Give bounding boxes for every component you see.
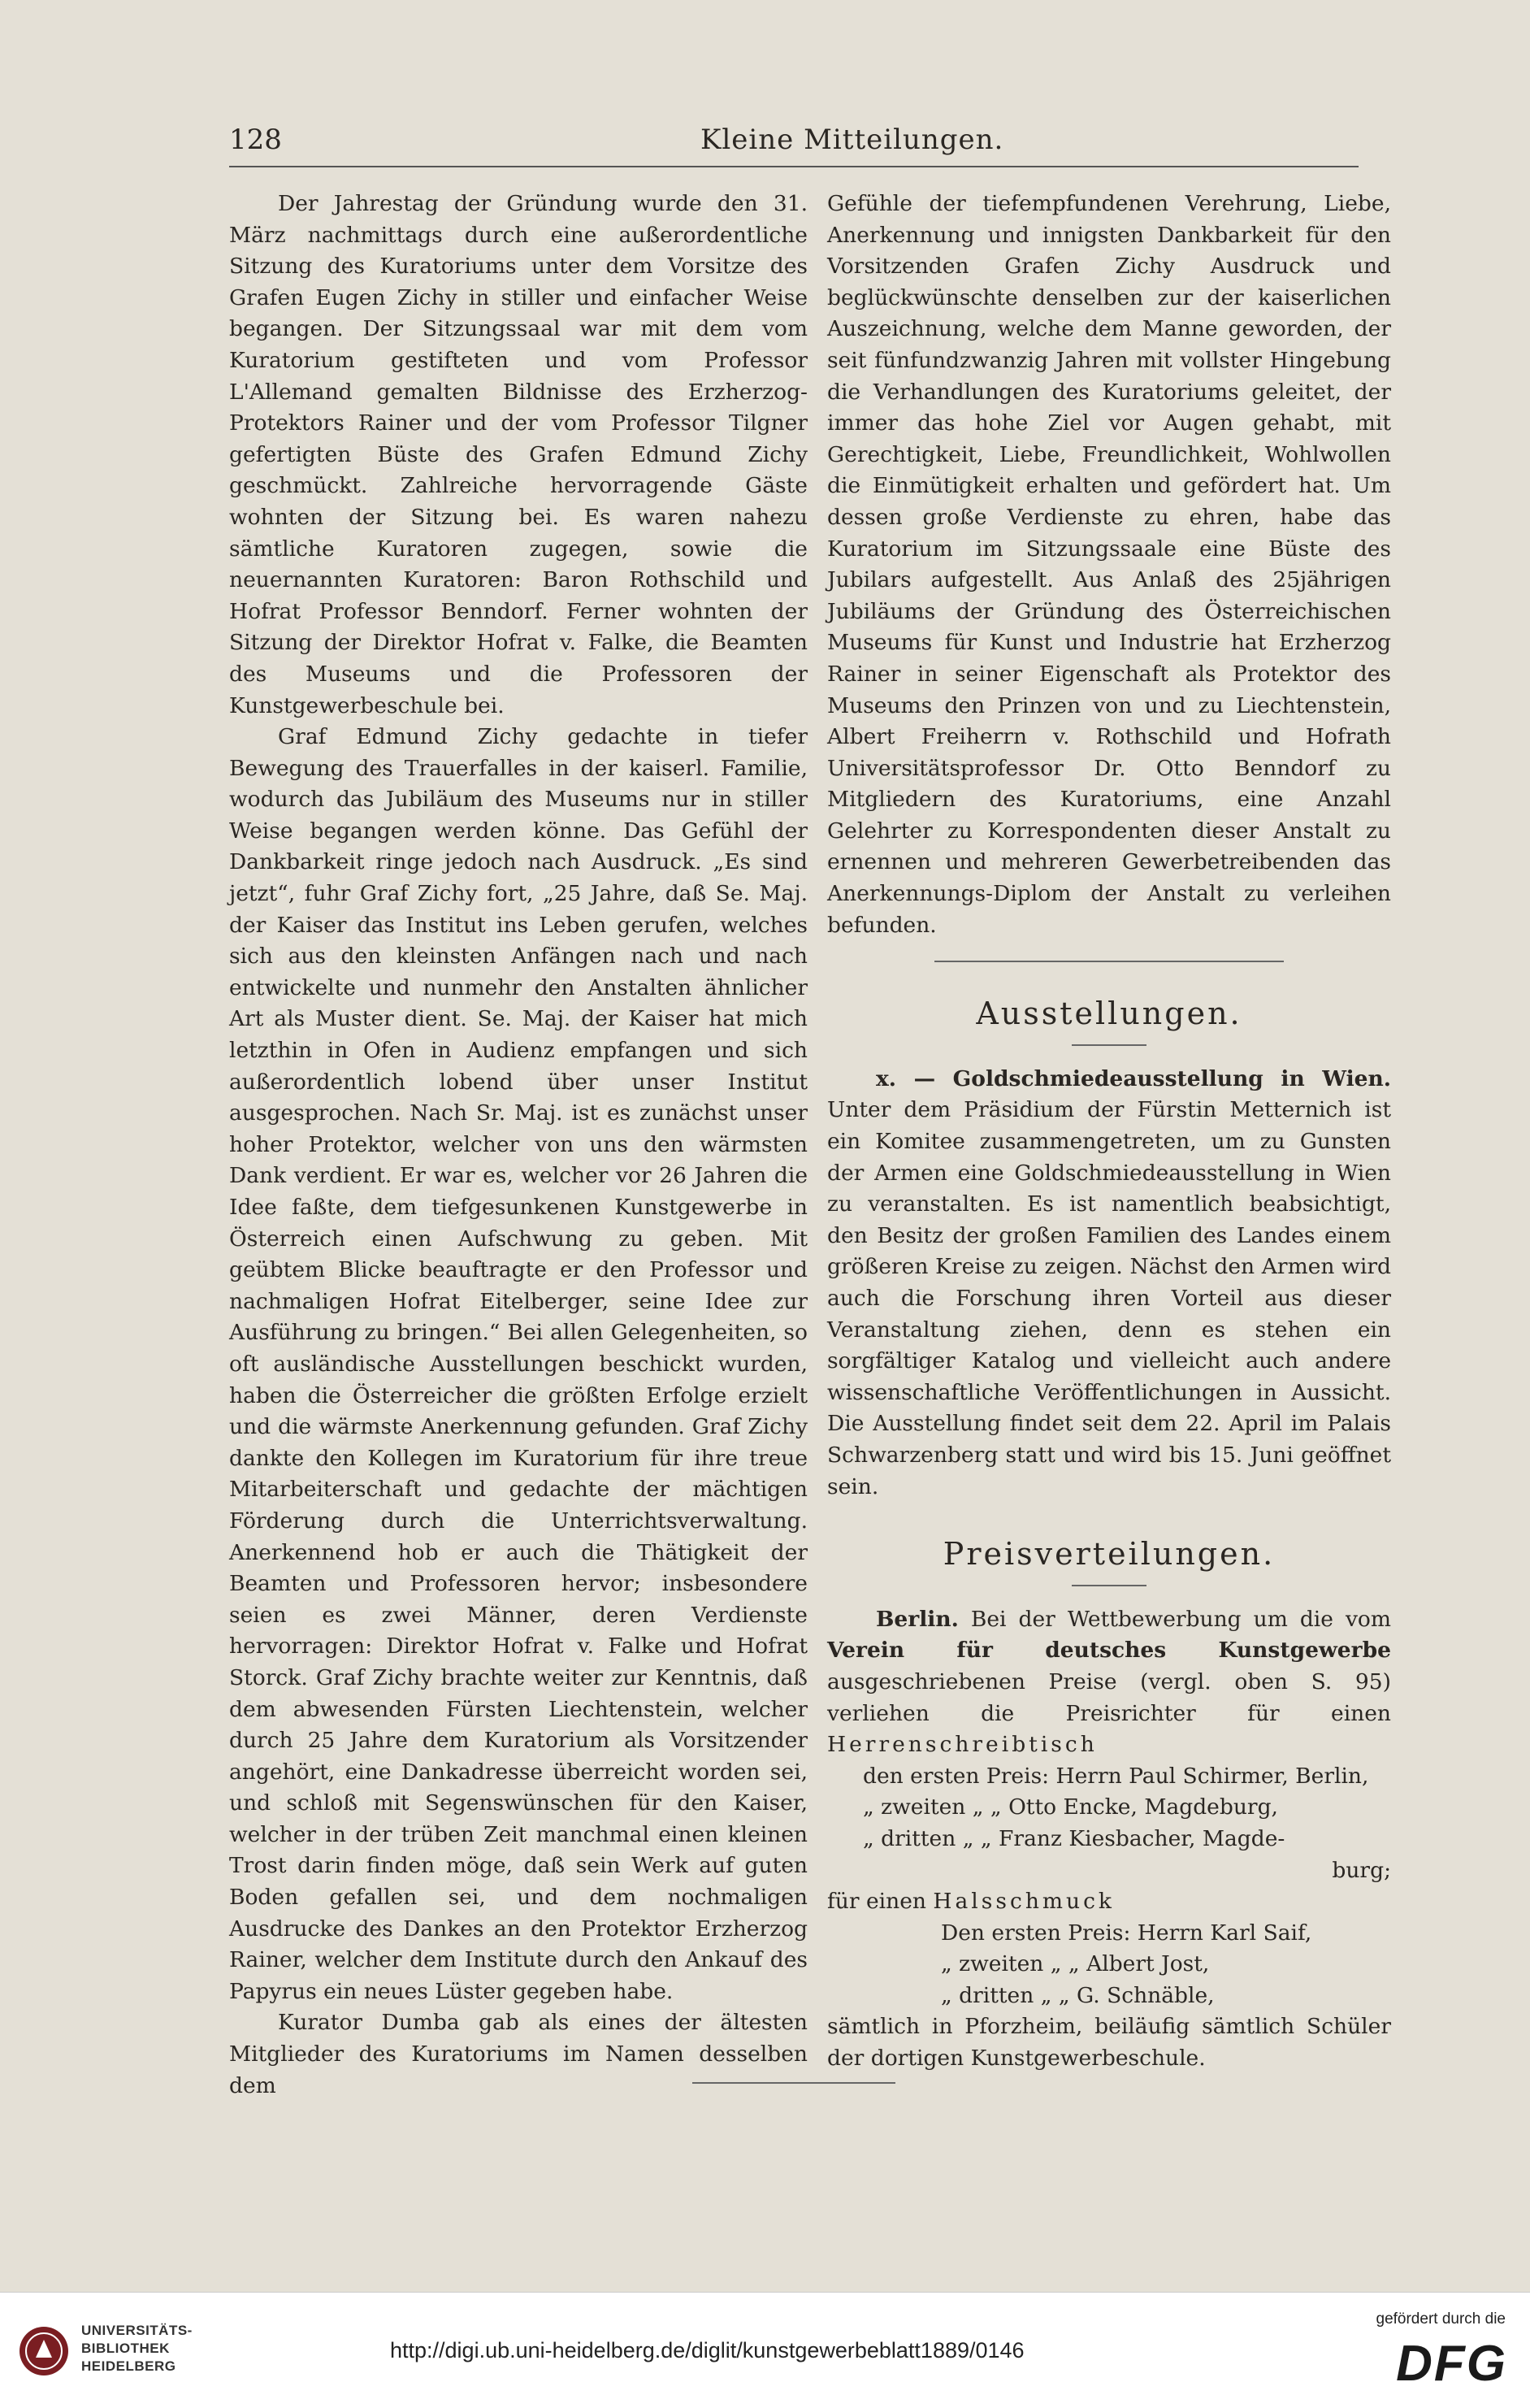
section-heading-preisverteilungen: Preisverteilungen. [943, 1536, 1276, 1573]
org-name: Verein für deutsches Kunstgewerbe [827, 1638, 1391, 1664]
paragraph-anniversary: Der Jahrestag der Gründung wurde den 31. März nachmittags durch eine außerordentliche Sitzung des Kuratoriums unter dem Vorsitze des Grafen Eugen Zichy in stiller und einfacher Weise begangen. Der Sitzungssaal war mit dem vom Kuratorium gestifteten und vom Professor L'Allemand gemalten Bildnisse des Erzherzog-Protektors Rainer und der vom Professor Tilgner gefertigten Büste des Grafen Edmund Zichy geschmückt. Zahlreiche hervorragende Gäste wohnten der Sitzung bei. Es waren nahezu sämtliche Kuratoren zugegen, sowie die neuernannten Kuratoren: Baron Rothschild und Hofrat Professor Benndorf. Ferner wohnten der Sitzung der Direktor Hofrat v. Falke, die Beamten des Museums und die Professoren der Kunstgewerbeschule bei. [229, 191, 808, 718]
text-b: ausgeschriebenen Preise (vergl. oben S. 95) verliehen die Preisrichter für einen [827, 1668, 1391, 1726]
heading-rule [1072, 1585, 1146, 1586]
article-lead: x. — Goldschmiedeausstellung in Wien. [876, 1065, 1391, 1091]
paragraph-berlin [827, 1604, 1391, 1761]
prize-line: Den ersten Preis: Herrn Karl Saif, [941, 1920, 1312, 1946]
running-title: Kleine Mitteilungen. [700, 124, 1004, 156]
page-header [229, 124, 1359, 164]
section-divider [934, 961, 1284, 962]
paragraph-halsschmuck [827, 1886, 1391, 1918]
right-column [827, 189, 1391, 2075]
paragraph-goldschmied [827, 1064, 1391, 1503]
source-url-link[interactable]: http://digi.ub.uni-heidelberg.de/diglit/kunstgewerbeblatt1889/0146 [390, 2338, 1025, 2362]
item-halsschmuck: Halsschmuck [933, 1889, 1115, 1915]
prize-line: „ zweiten „ „ Otto Encke, Magdeburg, [863, 1794, 1278, 1820]
paragraph-closing: sämtlich in Pforzheim, beiläufig sämtlich Schüler der dortigen Kunstgewerbeschule. [827, 2014, 1391, 2072]
item-herrenschreibtisch: Herrenschreibtisch [827, 1732, 1098, 1758]
text-a: Bei der Wettbewerbung um die vom [970, 1606, 1391, 1632]
paragraph-dumba: Kurator Dumba gab als eines der ältesten Mitglieder des Kuratoriums im Namen desselben dem [229, 2010, 808, 2098]
text-c: für einen [827, 1889, 926, 1915]
dfg-logo: DFG [1396, 2336, 1507, 2392]
university-seal-icon [18, 2325, 70, 2377]
paragraph-continuation: Gefühle der tiefempfundenen Verehrung, Liebe, Anerkennung und innigsten Dankbarkeit für den Vorsitzenden Grafen Zichy Ausdruck und beglückwünschte denselben zur der kaiserlichen Auszeichnung, welche dem Manne geworden, der seit fünfundzwanzig Jahren mit vollster Hingebung die Verhandlungen des Kuratoriums geleitet, der immer das hohe Ziel vor Augen gehabt, mit Gerechtigkeit, Liebe, Freundlichkeit, Wohlwollen die Einmütigkeit erhalten und gefördert hat. Um dessen große Verdienste zu ehren, habe das Kuratorium im Sitzungssaale eine Büste des Jubilars aufgestellt. Aus Anlaß des 25jährigen Jubiläums der Gründung des Österreichischen Museums für Kunst und Industrie hat Erzherzog Rainer in seiner Eigenschaft als Protektor des Museums den Prinzen von und zu Liechtenstein, Albert Freiherrn v. Rothschild und Hofrath Universitätsprofessor Dr. Otto Benndorf zu Mitgliedern des Kuratoriums, eine Anzahl Gelehrter zu Korrespondenten dieser Anstalt zu ernennen und mehreren Gewerbetreibenden das Anerkennungs-Diplom der Anstalt zu verleihen befunden. [827, 191, 1391, 938]
institution-name: UNIVERSITÄTS- BIBLIOTHEK HEIDELBERG [81, 2323, 193, 2374]
prize-line: burg; [1332, 1857, 1391, 1883]
sponsor-text: gefördert durch die [1376, 2310, 1506, 2328]
section-heading-ausstellungen: Ausstellungen. [976, 996, 1242, 1032]
end-rule [692, 2082, 895, 2084]
city-lead: Berlin. [876, 1606, 959, 1632]
prize-line: „ zweiten „ „ Albert Jost, [941, 1951, 1210, 1977]
left-column [229, 189, 808, 2102]
article-text: Unter dem Präsidium der Fürstin Metternich ist ein Komitee zusammengetreten, um zu Gunsten der Armen eine Goldschmiedeausstellung in Wien zu veranstalten. Es ist namentlich beabsichtigt, den Besitz der großen Familien des Landes einem größeren Kreise zu zeigen. Nächst den Armen wird auch die Forschung ihren Vorteil aus dieser Veranstaltung ziehen, denn es stehen ein sorgfältiger Katalog und vielleicht auch andere wissenschaftliche Veröffentlichungen in Aussicht. Die Ausstellung findet seit dem 22. April im Palais Schwarzenberg statt und wird bis 15. Juni geöffnet sein. [827, 1097, 1391, 1499]
header-rule [229, 166, 1359, 167]
prize-line: „ dritten „ „ G. Schnäble, [941, 1982, 1215, 2008]
prize-line: „ dritten „ „ Franz Kiesbacher, Magde- [863, 1825, 1285, 1851]
footer-bar [0, 2292, 1530, 2408]
paragraph-zichy-speech: Graf Edmund Zichy gedachte in tiefer Bewegung des Trauerfalles in der kaiserl. Familie, wodurch das Jubiläum des Museums nur in stiller Weise begangen werden könne. Das Gefühl der Dankbarkeit ringe jedoch nach Ausdruck. „Es sind jetzt“, fuhr Graf Zichy fort, „25 Jahre, daß Se. Maj. der Kaiser das Institut ins Leben gerufen, welches sich aus den kleinsten Anfängen nach und nach entwickelte und nunmehr den Anstalten ähnlicher Art als Muster dient. Se. Maj. der Kaiser hat mich letzthin in Ofen in Audienz empfangen und sich außerordentlich lobend über unser Institut ausgesprochen. Nach Sr. Maj. ist es zunächst unser hoher Protektor, welcher von uns den wärmsten Dank verdient. Er war es, welcher vor 26 Jahren die Idee faßte, dem tiefgesunkenen Kunstgewerbe in Österreich einen Aufschwung zu geben. Mit geübtem Blicke beauftragte er den Professor und nachmaligen Hofrat Eitelberger, seine Idee zur Ausführung zu bringen.“ Bei allen Gelegenheiten, so oft ausländische Ausstellungen beschickt wurden, haben die Österreicher die größten Erfolge erzielt und die wärmste Anerkennung gefunden. Graf Zichy dankte den Kollegen im Kuratorium für ihre treue Mitarbeiterschaft und gedachte der mächtigen Förderung durch die Unterrichtsverwaltung. Anerkennend hob er auch die Thätigkeit der Beamten und Professoren hervor; insbesondere seien es zwei Männer, deren Verdienste hervorragen: Direktor Hofrat v. Falke und Hofrat Storck. Graf Zichy brachte weiter zur Kenntnis, daß dem abwesenden Fürsten Liechtenstein, welcher durch 25 Jahre dem Kuratorium als Vorsitzender angehört, eine Dankadresse überreicht worden sei, und schloß mit Segenswünschen für den Kaiser, welcher in der trüben Zeit manchmal einen kleinen Trost darin finden möge, daß sein Werk auf guten Boden gefallen sei, und dem nochmaligen Ausdrucke des Dankes an den Protektor Erzherzog Rainer, welcher dem Institute durch den Ankauf des Papyrus ein neues Lüster gegeben habe. [229, 724, 808, 2004]
prize-line: den ersten Preis: Herrn Paul Schirmer, Berlin, [863, 1763, 1369, 1789]
heading-rule [1072, 1044, 1146, 1046]
page-number: 128 [229, 124, 282, 156]
